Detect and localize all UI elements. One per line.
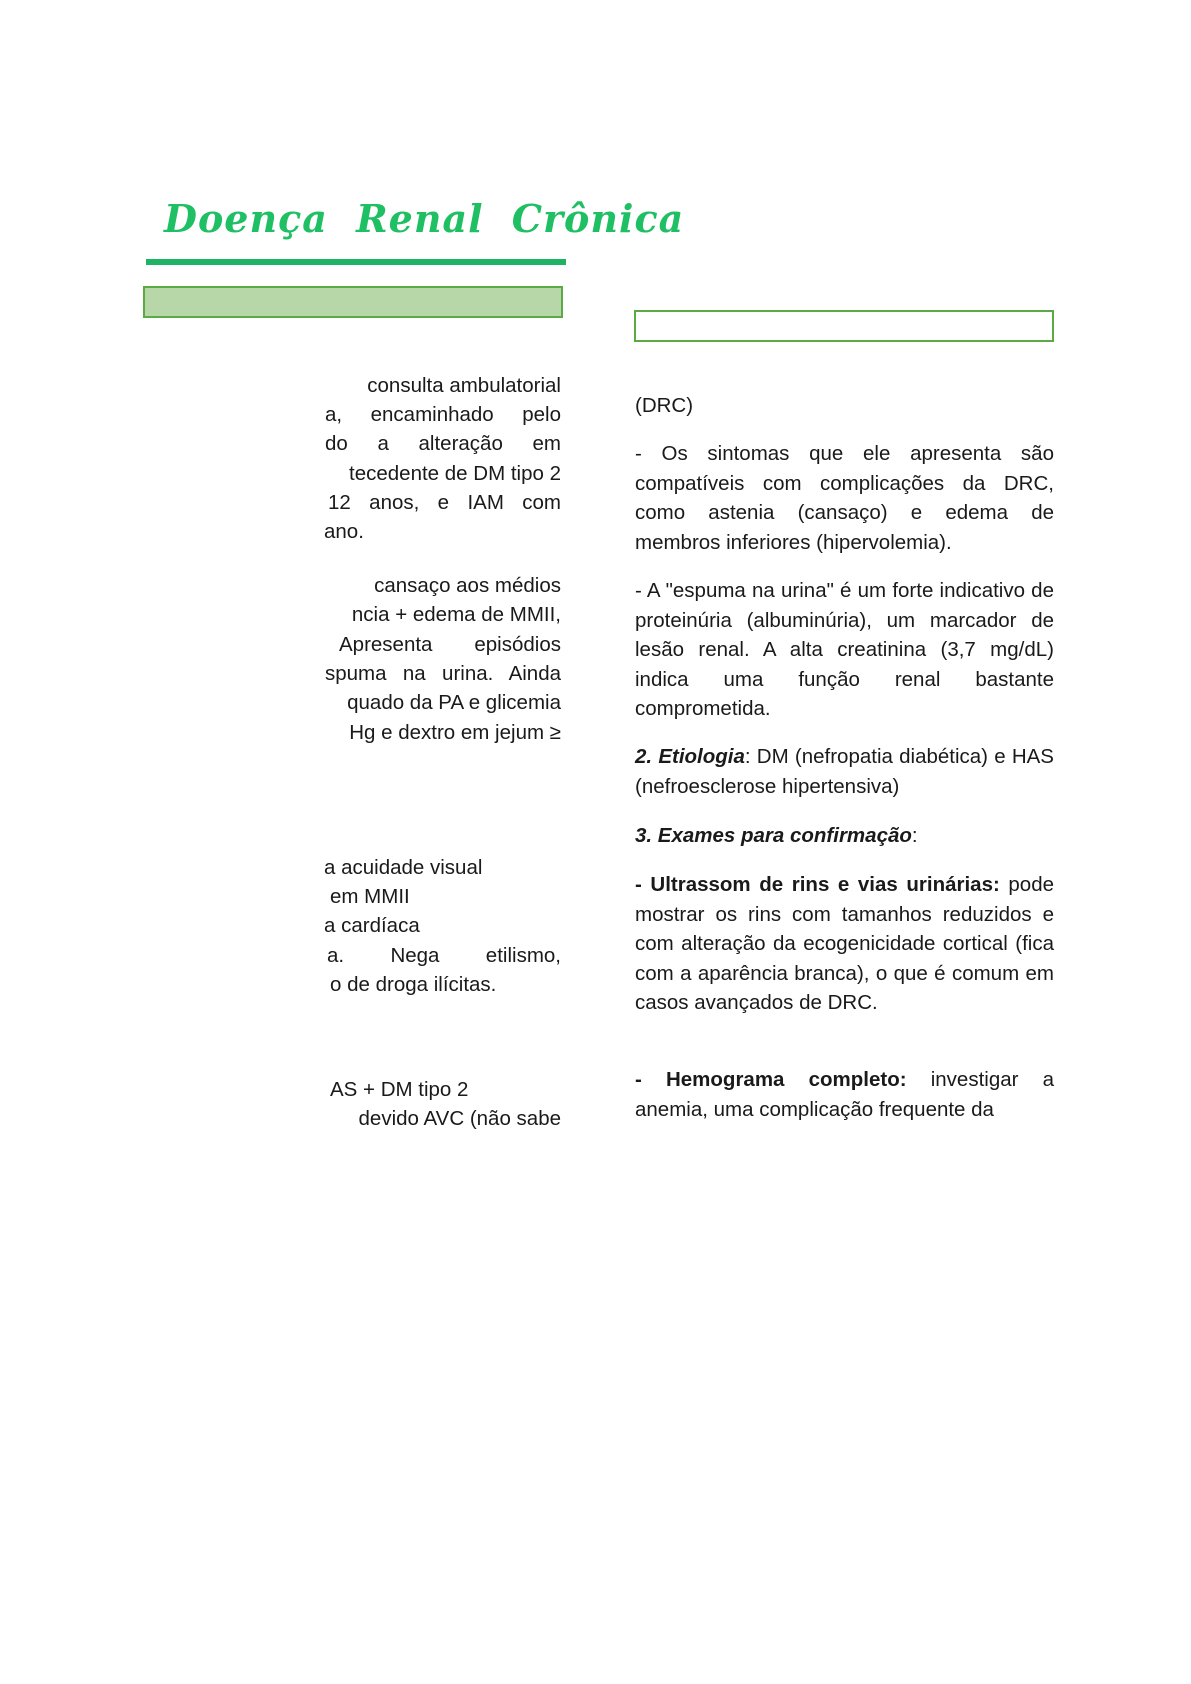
etiologia-text: DM (nefropatia diabética) e HAS (nefroesclerose hipertensiva) bbox=[635, 745, 1054, 798]
left-line: 12 anos, e IAM com bbox=[328, 491, 561, 514]
right-para-espuma: - A "espuma na urina" é um forte indicativo de proteinúria (albuminúria), um marcador de lesão renal. A alta creatinina (3,7 mg/dL) indica uma função renal bastante comprometida. bbox=[635, 579, 1054, 720]
right-para-drc: (DRC) bbox=[635, 394, 694, 417]
exames-label: 3. Exames para confirmação bbox=[635, 824, 912, 847]
left-line: AS + DM tipo 2 bbox=[330, 1078, 469, 1101]
ultrassom-label: - Ultrassom de rins e vias urinárias: bbox=[635, 873, 1000, 896]
right-para-exames bbox=[635, 821, 1054, 851]
left-line: a. Nega etilismo, bbox=[327, 944, 561, 967]
left-line: o de droga ilícitas. bbox=[330, 973, 497, 996]
exames-sep: : bbox=[911, 824, 918, 847]
left-line: em MMII bbox=[330, 885, 410, 908]
right-para-sintomas: - Os sintomas que ele apresenta são compatíveis com complicações da DRC, como astenia (cansaço) e edema de membros inferiores (hipervolemia). bbox=[635, 442, 1054, 554]
left-line: do a alteração em bbox=[325, 432, 561, 455]
left-line: a acuidade visual bbox=[324, 856, 483, 879]
right-para-hemograma bbox=[635, 1065, 1054, 1124]
left-section-header-band bbox=[143, 286, 563, 318]
left-line: ncia + edema de MMII, bbox=[351, 603, 561, 626]
hemograma-label: - Hemograma completo: bbox=[635, 1068, 907, 1091]
left-line: devido AVC (não sabe bbox=[358, 1107, 561, 1130]
title-underline bbox=[146, 259, 566, 265]
right-section-header-band bbox=[634, 310, 1054, 342]
left-line: tecedente de DM tipo 2 bbox=[349, 462, 561, 485]
right-para-etiologia bbox=[635, 742, 1054, 801]
page-title: Doença Renal Crônica bbox=[164, 196, 685, 241]
hemograma-text: investigar a anemia, uma complicação frequente da bbox=[635, 1068, 1054, 1121]
left-line: cansaço aos médios bbox=[374, 574, 561, 597]
etiologia-label: 2. Etiologia bbox=[635, 745, 745, 768]
left-line: Apresenta episódios bbox=[339, 633, 561, 656]
left-line: ano. bbox=[324, 520, 364, 543]
left-line: Hg e dextro em jejum ≥ bbox=[349, 721, 561, 744]
right-para-ultrassom bbox=[635, 870, 1054, 1018]
left-line: consulta ambulatorial bbox=[367, 374, 561, 397]
left-line: a cardíaca bbox=[324, 914, 420, 937]
etiologia-sep: : bbox=[744, 745, 751, 768]
ultrassom-text: pode mostrar os rins com tamanhos reduzidos e com alteração da ecogenicidade cortical (fica com a aparência branca), o que é comum em casos avançados de DRC. bbox=[635, 873, 1054, 1014]
left-line: quado da PA e glicemia bbox=[347, 691, 561, 714]
left-line: spuma na urina. Ainda bbox=[325, 662, 561, 685]
left-line: a, encaminhado pelo bbox=[325, 403, 561, 426]
